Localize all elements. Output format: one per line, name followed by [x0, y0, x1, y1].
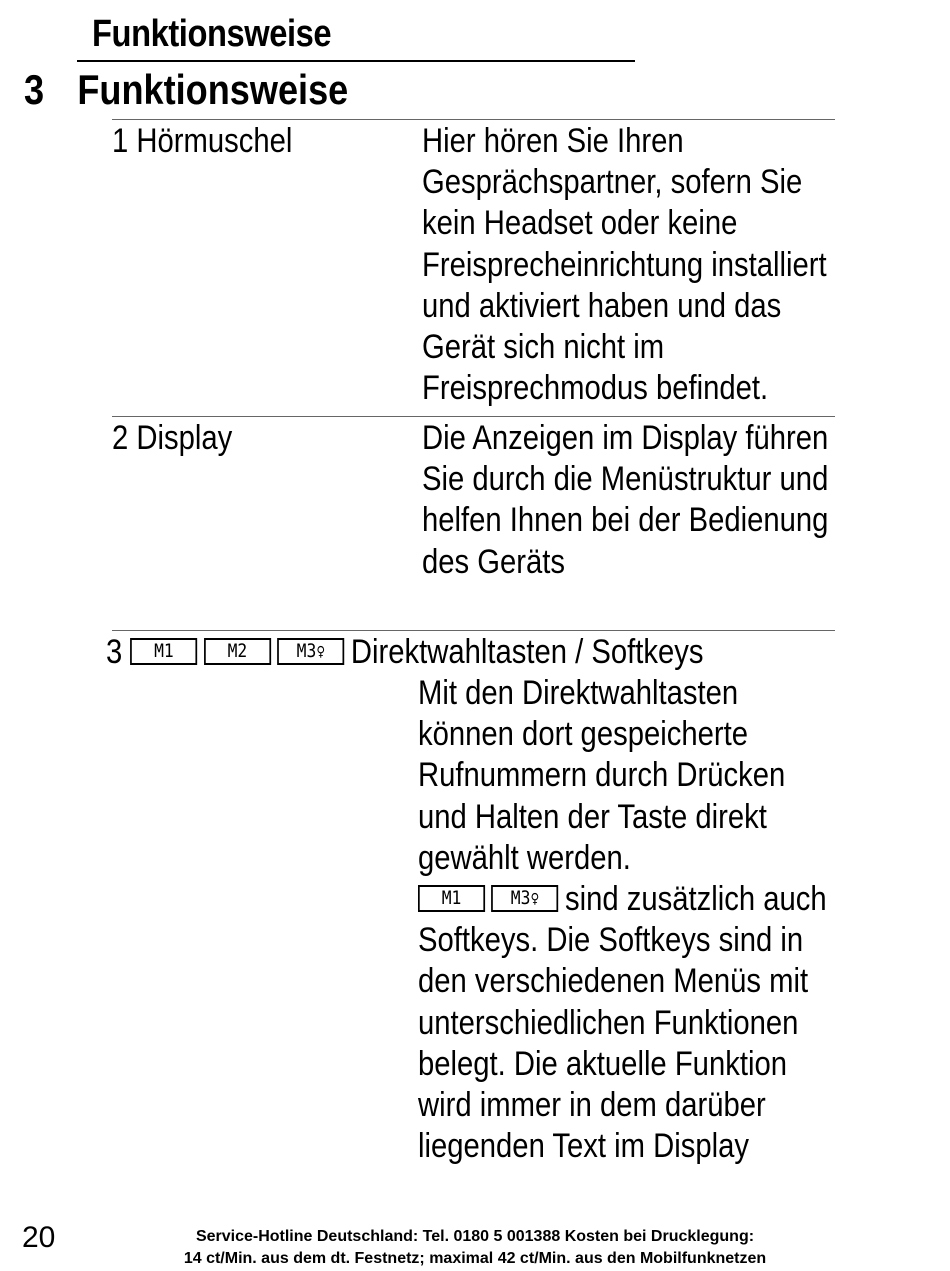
- row-label-speed-dial: [106, 632, 704, 673]
- description-text: Mit den Direktwahltasten können dort gespeicherte Rufnummern durch Drücken und Halten der Taste direkt gewählt werden.: [418, 674, 786, 877]
- row-description-speed-dial: [418, 673, 839, 1167]
- key-m1-icon: [418, 885, 485, 912]
- description-text: Die Anzeigen im Display führen Sie durch die Menüstruktur und helfen Ihnen bei der Bedienung des Geräts: [422, 419, 829, 581]
- page-number: 20: [22, 1221, 56, 1254]
- row-number: 3: [106, 633, 123, 671]
- service-hotline-footer: [140, 1226, 810, 1270]
- row-divider: [112, 416, 835, 417]
- key-icon: ♀: [530, 888, 540, 909]
- softkeys-text: sind zusätzlich auch Softkeys. Die Softkeys sind in den verschiedenen Menüs mit unterschiedlichen Funktionen belegt. Die aktuelle Funktion wird immer in dem darüber liegenden Text im Display: [418, 880, 827, 1166]
- key-label: M2: [227, 639, 248, 662]
- key-m2-icon: [204, 638, 271, 665]
- section-number: 3: [24, 66, 45, 113]
- row-divider: [112, 630, 835, 631]
- header-rule: [77, 60, 635, 62]
- row-divider: [112, 119, 835, 120]
- description-text: Hier hören Sie Ihren Gesprächspartner, sofern Sie kein Headset oder keine Freisprecheinrichtung installiert und aktiviert haben und das Gerät sich nicht im Freisprechmodus befindet.: [422, 122, 827, 408]
- key-label: M3: [296, 639, 317, 662]
- row-title: Direktwahltasten / Softkeys: [350, 633, 704, 671]
- inline-keys: [418, 880, 557, 918]
- key-m3-icon: [491, 885, 558, 912]
- key-m3-icon: [277, 638, 344, 665]
- row-description-display: [422, 418, 835, 583]
- key-m1-icon: [130, 638, 197, 665]
- footer-line: Service-Hotline Deutschland: Tel. 0180 5 001388 Kosten bei Drucklegung:: [195, 1228, 755, 1245]
- key-label: M3: [510, 886, 531, 909]
- key-icon: ♀: [316, 641, 326, 662]
- section-heading: [24, 64, 348, 116]
- section-title: Funktionsweise: [77, 66, 349, 113]
- row-label-earpiece: 1 Hörmuschel: [112, 122, 293, 160]
- key-label: M1: [154, 639, 174, 662]
- running-header: Funktionsweise: [92, 13, 332, 55]
- row-description-earpiece: [422, 121, 835, 409]
- description-text-softkeys: [418, 879, 839, 1167]
- footer-line: 14 ct/Min. aus dem dt. Festnetz; maximal 42 ct/Min. aus den Mobilfunknetzen: [183, 1250, 767, 1267]
- row-label-display: 2 Display: [112, 419, 233, 457]
- key-label: M1: [441, 886, 462, 909]
